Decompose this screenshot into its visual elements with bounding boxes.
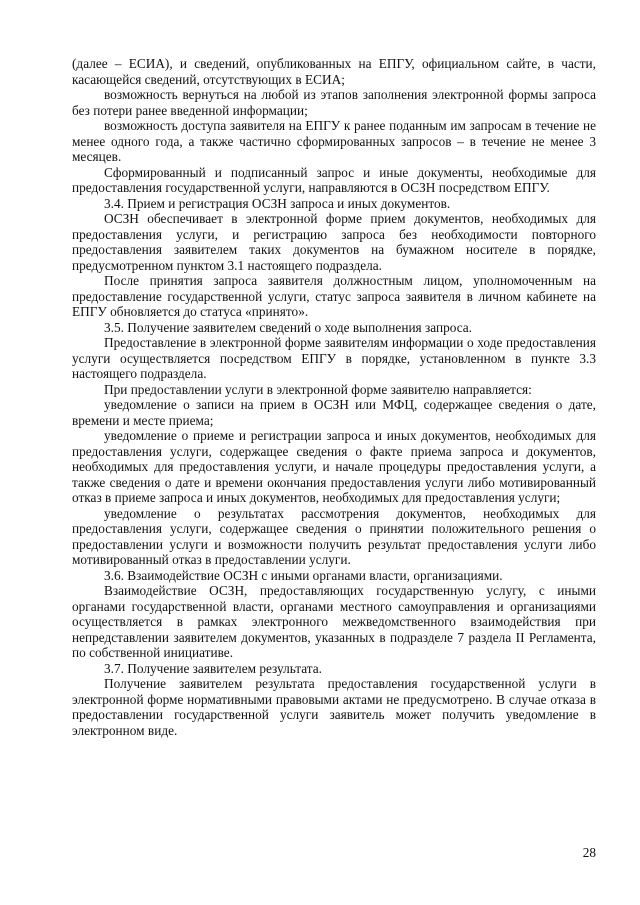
paragraph-return-to-step: возможность вернуться на любой из этапов заполнения электронной формы запроса без потери ранее введенной информации; xyxy=(72,87,596,118)
paragraph-registration-notification: уведомление о приеме и регистрации запроса и иных документов, необходимых для предоставления услуги, содержащее сведения о факте приема запроса и документов, необходимых для предоставления услуги, и начале процедуры предоставления услуги, а также сведения о дате и времени окончания предоставления услуги либо мотивированный отказ в приеме запроса и иных документов, необходимых для предоставления услуги; xyxy=(72,428,596,505)
section-heading-3-6: 3.6. Взаимодействие ОСЗН с иными органами власти, организациями. xyxy=(104,567,503,583)
paragraph-esia-continuation: (далее – ЕСИА), и сведений, опубликованных на ЕПГУ, официальном сайте, в части, касающейся сведений, отсутствующих в ЕСИА; xyxy=(72,56,596,87)
paragraph-results-notification: уведомление о результатах рассмотрения документов, необходимых для предоставления услуги, содержащее сведения о принятии положительного решения о предоставлении услуги и возможности получить результат предоставления услуги либо мотивированный отказ в предоставлении услуги. xyxy=(72,505,596,567)
document-body xyxy=(72,56,596,738)
paragraph-interagency-interaction: Взаимодействие ОСЗН, предоставляющих государственную услугу, с иными органами государственной власти, органами местного самоуправления и организациями осуществляется в рамках электронного межведомственного взаимодействия при непредставлении заявителем документов, указанных в подразделе 7 раздела II Регламента, по собственной инициативе. xyxy=(72,583,596,660)
paragraph-oszn-provides-reception: ОСЗН обеспечивает в электронной форме прием документов, необходимых для предоставления услуги, и регистрацию запроса без необходимости повторного предоставления заявителем таких документов на бумажном носителе в порядке, предусмотренном пунктом 3.1 настоящего подраздела. xyxy=(72,211,596,273)
paragraph-result-receipt: Получение заявителем результата предоставления государственной услуги в электронной форме нормативными правовыми актами не предусмотрено. В случае отказа в предоставлении государственной услуги заявитель может получить уведомление в электронном виде. xyxy=(72,676,596,738)
paragraph-progress-info: Предоставление в электронной форме заявителям информации о ходе предоставления услуги осуществляется посредством ЕПГУ в порядке, установленном в пункте 3.3 настоящего подраздела. xyxy=(72,335,596,381)
paragraph-appointment-notification: уведомление о записи на прием в ОСЗН или МФЦ, содержащее сведения о дате, времени и месте приема; xyxy=(72,397,596,428)
section-heading-3-7: 3.7. Получение заявителем результата. xyxy=(104,660,323,676)
paragraph-signed-request-sent: Сформированный и подписанный запрос и иные документы, необходимые для предоставления государственной услуги, направляются в ОСЗН посредством ЕПГУ. xyxy=(72,164,596,195)
page-number: 28 xyxy=(582,845,596,860)
paragraph-status-accepted: После принятия запроса заявителя должностным лицом, уполномоченным на предоставление государственной услуги, статус запроса заявителя в личном кабинете на ЕПГУ обновляется до статуса «принято». xyxy=(72,273,596,319)
section-heading-3-4: 3.4. Прием и регистрация ОСЗН запроса и иных документов. xyxy=(104,195,451,211)
section-heading-3-5: 3.5. Получение заявителем сведений о ходе выполнения запроса. xyxy=(104,319,473,335)
paragraph-access-previous-requests: возможность доступа заявителя на ЕПГУ к ранее поданным им запросам в течение не менее одного года, а также частично сформированных запросов – в течение не менее 3 месяцев. xyxy=(72,118,596,164)
paragraph-notifications-intro: При предоставлении услуги в электронной форме заявителю направляется: xyxy=(104,381,532,397)
